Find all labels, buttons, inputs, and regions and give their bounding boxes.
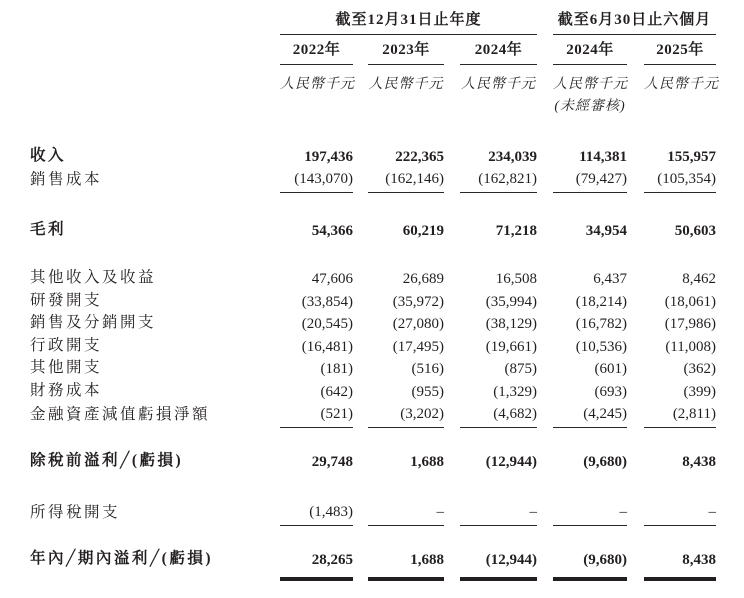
value-cell: 8,438: [682, 454, 716, 470]
value-cell: (9,680): [583, 454, 627, 470]
unit-label: 人民幣千元: [644, 77, 719, 93]
value-cell: (143,070): [280, 168, 353, 192]
year-header: 2024年: [553, 34, 627, 64]
value-cell: –: [460, 500, 537, 525]
table-row: [0, 450, 716, 473]
table-body: [0, 118, 716, 583]
group-gap: [537, 0, 553, 34]
period-group-annual: 截至12月31日止年度: [280, 0, 537, 34]
double-rule: [553, 571, 627, 583]
spacer-row: [0, 192, 716, 219]
spacer-row: [0, 473, 716, 500]
value-cell: 47,606: [311, 271, 353, 287]
value-cell: (35,994): [485, 294, 537, 310]
value-cell: 8,462: [682, 271, 716, 287]
value-cell: (38,129): [485, 316, 537, 332]
value-cell: (955): [411, 384, 444, 400]
value-cell: (16,481): [301, 339, 353, 355]
value-cell: 71,218: [495, 223, 537, 239]
value-cell: (521): [280, 403, 353, 427]
value-cell: (18,214): [575, 294, 627, 310]
table-row: [0, 403, 716, 427]
value-cell: (362): [683, 361, 716, 377]
value-cell: (20,545): [301, 316, 353, 332]
value-cell: 1,688: [410, 454, 444, 470]
double-rule: [280, 571, 353, 583]
spacer-row: [0, 525, 716, 548]
value-cell: (18,061): [664, 294, 716, 310]
unit-row: [0, 64, 716, 96]
note-row: [0, 96, 716, 118]
table-row: [0, 219, 716, 242]
unit-label: 人民幣千元: [553, 77, 628, 93]
spacer-row: [0, 242, 716, 268]
table-row: [0, 548, 716, 571]
row-label: 研發開支: [30, 292, 103, 310]
table-row: [0, 290, 716, 313]
table-row: [0, 500, 716, 525]
unaudited-note: (未經審核): [554, 99, 626, 115]
spacer-row: [0, 427, 716, 450]
value-cell: (1,483): [280, 500, 353, 525]
value-cell: (162,146): [368, 168, 444, 192]
value-cell: (105,354): [644, 168, 716, 192]
value-cell: (16,782): [575, 316, 627, 332]
value-cell: 29,748: [311, 454, 353, 470]
year-header: 2023年: [368, 34, 444, 64]
row-label: 金融資產減值虧損淨額: [30, 406, 211, 424]
value-cell: 114,381: [579, 149, 627, 165]
value-cell: 197,436: [304, 149, 353, 165]
value-cell: (875): [504, 361, 537, 377]
value-cell: (79,427): [553, 168, 627, 192]
period-group-interim: 截至6月30日止六個月: [553, 0, 716, 34]
corner-cell: [0, 0, 280, 34]
value-cell: 6,437: [593, 271, 627, 287]
value-cell: 54,366: [311, 223, 353, 239]
row-label: 銷售成本: [30, 171, 103, 189]
value-cell: (17,986): [664, 316, 716, 332]
value-cell: –: [644, 500, 716, 525]
table-row: [0, 358, 716, 380]
row-label: 其他開支: [30, 359, 103, 377]
value-cell: (162,821): [460, 168, 537, 192]
double-rule: [644, 571, 716, 583]
year-header: 2025年: [644, 34, 716, 64]
value-cell: (399): [683, 384, 716, 400]
value-cell: 222,365: [395, 149, 444, 165]
value-cell: (642): [320, 384, 353, 400]
table-row: [0, 268, 716, 290]
unit-label: 人民幣千元: [280, 77, 355, 93]
value-cell: (4,682): [460, 403, 537, 427]
table-row: [0, 380, 716, 403]
value-cell: (516): [411, 361, 444, 377]
value-cell: (35,972): [392, 294, 444, 310]
value-cell: (1,329): [493, 384, 537, 400]
table-row: [0, 313, 716, 335]
value-cell: (601): [594, 361, 627, 377]
value-cell: (33,854): [301, 294, 353, 310]
value-cell: 34,954: [585, 223, 627, 239]
row-label: 其他收入及收益: [30, 269, 157, 287]
row-label: 收入: [30, 147, 67, 165]
value-cell: (12,944): [485, 454, 537, 470]
row-label: 銷售及分銷開支: [30, 314, 157, 332]
value-cell: 1,688: [410, 552, 444, 568]
value-cell: (3,202): [368, 403, 444, 427]
value-cell: (10,536): [575, 339, 627, 355]
table-row: [0, 168, 716, 192]
value-cell: –: [368, 500, 444, 525]
table-row: [0, 146, 716, 168]
double-rule: [368, 571, 444, 583]
year-header: 2022年: [280, 34, 353, 64]
row-label: 行政開支: [30, 337, 103, 355]
value-cell: 50,603: [674, 223, 716, 239]
value-cell: 234,039: [488, 149, 537, 165]
unit-label: 人民幣千元: [461, 77, 536, 93]
row-label: 財務成本: [30, 382, 103, 400]
value-cell: 8,438: [682, 552, 716, 568]
table-row: [0, 335, 716, 358]
period-group-row: [0, 0, 716, 34]
value-cell: (27,080): [392, 316, 444, 332]
value-cell: 28,265: [311, 552, 353, 568]
value-cell: (4,245): [553, 403, 627, 427]
unit-label: 人民幣千元: [368, 77, 444, 93]
value-cell: –: [553, 500, 627, 525]
value-cell: 26,689: [402, 271, 444, 287]
row-label: 年內╱期內溢利╱(虧損): [30, 550, 213, 568]
value-cell: (19,661): [485, 339, 537, 355]
value-cell: (9,680): [583, 552, 627, 568]
row-label: 毛利: [30, 221, 67, 239]
value-cell: (693): [594, 384, 627, 400]
value-cell: 155,957: [667, 149, 716, 165]
value-cell: (2,811): [644, 403, 716, 427]
value-cell: (17,495): [392, 339, 444, 355]
row-label: 除稅前溢利╱(虧損): [30, 452, 184, 470]
year-header-row: [0, 34, 716, 64]
value-cell: 16,508: [495, 271, 537, 287]
spacer-row: [0, 118, 716, 146]
year-header: 2024年: [460, 34, 537, 64]
value-cell: (181): [320, 361, 353, 377]
double-rule-row: [0, 571, 716, 583]
value-cell: (11,008): [665, 339, 716, 355]
double-rule: [460, 571, 537, 583]
row-label: 所得稅開支: [30, 504, 121, 522]
value-cell: 60,219: [402, 223, 444, 239]
value-cell: (12,944): [485, 552, 537, 568]
